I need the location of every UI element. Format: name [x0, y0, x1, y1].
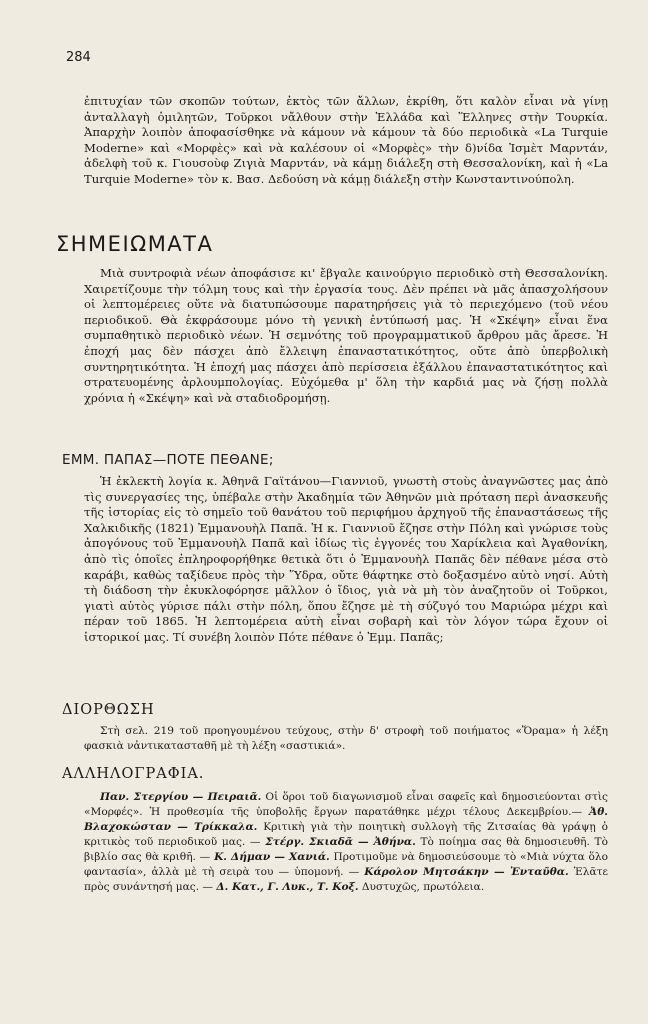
correction-section [62, 702, 602, 718]
correspondent-name: Στέργ. Σκιαδᾶ — Ἀθήνα. [265, 836, 416, 848]
papas-section [62, 452, 602, 468]
correspondence-reply: Κριτικὴ γιὰ τὴν ποιητικὴ συλλογὴ τῆς Ζιτσαίας θὰ γράψῃ ὁ κριτικὸς τοῦ περιοδικοῦ μας. — [84, 821, 608, 848]
papas-block [84, 474, 608, 646]
correspondence-section [62, 766, 602, 782]
notes-block [84, 266, 608, 406]
correspondent-name: Ἀθ. Βλαχοκώσταν — Τρίκκαλα. [84, 806, 608, 833]
correspondent-name: Κάρολον Μητσάκην — Ἐνταῦθα. [364, 866, 569, 878]
intro-paragraph-block [84, 94, 608, 188]
correspondence-reply: Προτιμοῦμε νὰ δημοσιεύσουμε τὸ «Μιὰ νύχτα ὅλο φαντασία», ἀλλὰ μὲ τὴ σειρὰ του — ὑπομονή. — [84, 851, 609, 878]
papas-heading: ΕΜΜ. ΠΑΠΑΣ—ΠΟΤΕ ΠΕΘΑΝΕ; [62, 452, 274, 468]
notes-paragraph: Μιὰ συντροφιὰ νέων ἀποφάσισε κι' ἔβγαλε καινούργιο περιοδικὸ στὴ Θεσσαλονίκη. Χαιρετίζουμε τὴν τόλμη τους καὶ τὴν ἐργασία τους. Δὲν πρέπει νὰ μᾶς ἀπασχολήσουν οἱ λεπτομέρειες οὔτε νὰ διατυπώσουμε παρατηρήσεις γιὰ τὸ περιεχόμενο (τοῦ νέου περιοδικοῦ. Θὰ ἐκφράσουμε μόνο τὴ γενικὴ ἐντύπωσή μας. Ἡ «Σκέψη» εἶναι ἕνα συμπαθητικὸ περιοδικὸ νέων. Ἡ σεμνότης τοῦ προγραμματικοῦ ἄρθρου μᾶς ἄρεσε. Ἡ ἐποχή μας δὲν πάσχει ἀπὸ ἔλλειψη ἐπαναστατικότητος, οὔτε ἀπὸ ὑπερβολικὴ συντηρητικότητα. Ἡ ἐποχή μας πάσχει ἀπὸ περίσσεια ἐξάλλου ἐπαναστατικότητος καὶ στρατευομένης ἀρλουμπολογίας. Εὐχόμεθα μ' ὅλη τὴν καρδιά μας νὰ ζήσῃ πολλὰ χρόνια ἡ «Σκέψη» καὶ νὰ σταδιοδρομήσῃ. [84, 266, 608, 405]
papas-paragraph: Ἡ ἐκλεκτὴ λογία κ. Ἀθηνᾶ Γαϊτάνου—Γιαννιοῦ, γνωστὴ στοὺς ἀναγνῶστες μας ἀπὸ τὶς συνεργασίες της, ὑπέβαλε στὴν Ἀκαδημία τῶν Ἀθηνῶν μιὰ πρόταση περὶ ἀνασκευῆς τῆς ἱστορίας εἰς τὸ σημεῖο τοῦ θανάτου τοῦ περιφήμου ἀρχηγοῦ τῆς ἐπαναστάσεως τῆς Χαλκιδικῆς (1821) Ἐμμανουὴλ Παπᾶ. Ἡ κ. Γιαννιοῦ ἔζησε στὴν Πόλη καὶ γνώρισε τοὺς ἀπογόνους τοῦ Ἐμμανουὴλ Παπᾶ καὶ ἰδίως τὶς ἐγγονές του Χαρίκλεια καὶ Ἀγαθονίκη, ἀπὸ τὶς ὁποῖες ἐπληροφορήθηκε θετικὰ ὅτι ὁ Ἐμμανουὴλ Παπᾶς δὲν πέθανε μέσα στὸ καράβι, καθὼς ταξίδευε πρὸς τὴν Ὕδρα, οὔτε θάφτηκε στὸ δοξασμένο αὐτὸ νησί. Αὐτὴ τὴ διάδοση τὴν ἐκυκλοφόρησε μᾶλλον ὁ ἴδιος, γιὰ νὰ μὴ τὸν ἀναζητοῦν οἱ Τοῦρκοι, γιατὶ αὐτὸς γύρισε πάλι στὴν πόλη, ὅπου ἔζησε μὲ τὴ σύζυγό του Μαριώρα μέχρι καὶ πέραν τοῦ 1865. Ἡ λεπτομέρεια αὐτὴ εἶναι σοβαρὴ καὶ τὸν λόγον τώρα ἔχουν οἱ ἱστορικοί μας. Τί συνέβη λοιπὸν Πότε πέθανε ὁ Ἐμμ. Παπᾶς; [84, 474, 608, 644]
notes-heading: ΣΗΜΕΙΩΜΑΤΑ [56, 232, 214, 256]
correspondence-reply: Ἐλᾶτε πρὸς συνάντησή μας. — [84, 866, 609, 893]
page-number: 284 [66, 50, 91, 65]
correspondence-paragraph [84, 790, 608, 895]
correspondence-reply: Δυστυχῶς, πρωτόλεια. [361, 881, 485, 893]
correspondent-name: Παν. Στεργίου — Πειραιᾶ. [100, 791, 262, 803]
correction-paragraph: Στὴ σελ. 219 τοῦ προηγουμένου τεύχους, στὴν δ' στροφὴ τοῦ ποιήματος «Ὅραμα» ἡ λέξη φασκιὰ νἀντικατασταθῆ μὲ τὴ λέξη «σαστικιά». [84, 725, 608, 752]
intro-paragraph: ἐπιτυχίαν τῶν σκοπῶν τούτων, ἐκτὸς τῶν ἄλλων, ἐκρίθη, ὅτι καλὸν εἶναι νὰ γίνῃ ἀνταλλαγὴ ὁμιλητῶν, Τοῦρκοι νἄλθουν στὴν Ἑλλάδα καὶ Ἕλληνες στὴν Τουρκία. Ἀπαρχὴν λοιπὸν ἀποφασίσθηκε νὰ κάμουν νὰ κάμουν τὰ δύο περιοδικὰ «La Turquie Moderne» καὶ «Μορφὲς» καὶ νὰ καλέσουν οἱ «Μορφὲς» τὴν δ)νίδα Ἰσμὲτ Μαρντάν, ἀδελφὴ τοῦ κ. Γιουσοὺφ Ζιγιὰ Μαρντάν, νὰ κάμῃ διάλεξη στὴ Θεσσαλονίκη, καὶ ἡ «La Turquie Moderne» τὸν κ. Βασ. Δεδούση νὰ κάμῃ διάλεξη στὴν Κωνσταντινούπολη. [84, 94, 608, 186]
correction-block [84, 724, 608, 754]
correspondence-block [84, 790, 608, 895]
correspondent-name: Δ. Κατ., Γ. Λυκ., Τ. Κοξ. [216, 881, 359, 893]
correspondence-reply: Τὸ ποίημα σας θὰ δημοσιευθῆ. Τὸ βιβλίο σας θὰ κριθῆ. — [84, 836, 608, 863]
correspondence-heading: ΑΛΛΗΛΟΓΡΑΦΙΑ. [62, 766, 205, 782]
correspondence-reply: Οἱ ὅροι τοῦ διαγωνισμοῦ εἶναι σαφεῖς καὶ δημοσιεύονται στὶς «Μορφές». Ἡ προθεσμία τῆς ὑποβολῆς ἔργων παρατάθηκε μέχρι τέλους Δεκεμβρίου.— [84, 791, 608, 818]
correspondent-name: Κ. Δήμαν — Χανιά. [214, 851, 330, 863]
correction-heading: ΔΙΟΡΘΩΣΗ [62, 702, 155, 718]
